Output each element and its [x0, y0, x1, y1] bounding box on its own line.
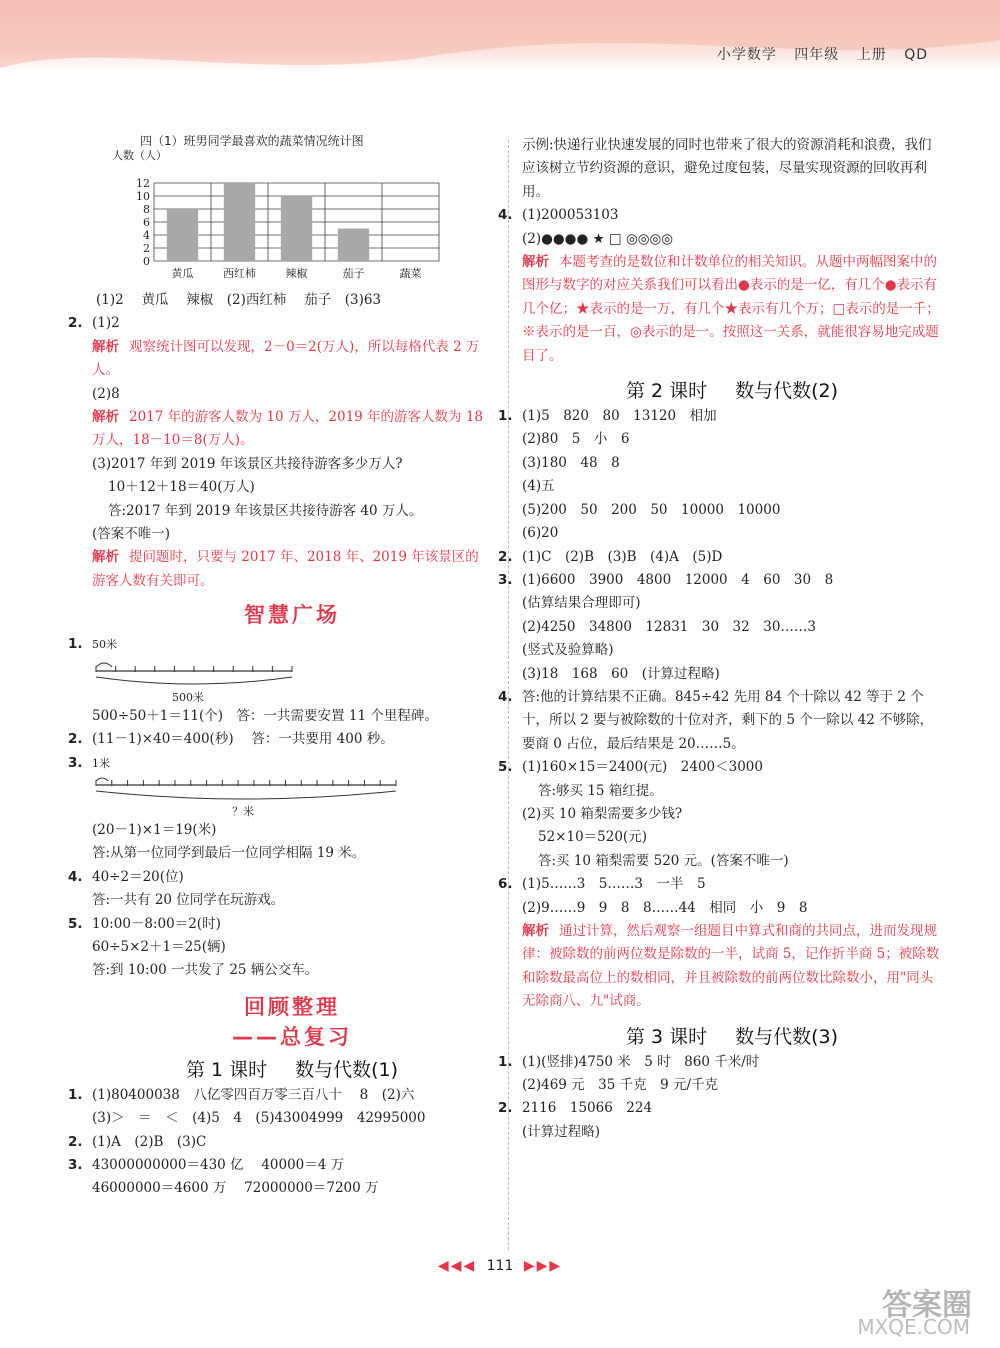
l2q4-row — [498, 686, 942, 756]
l2q1-l5: (5)200 50 200 50 10000 10000 — [522, 501, 781, 518]
l1q1-number: 1. — [68, 1086, 83, 1103]
l2q6-a: 通过计算，然后观察一组题目中算式和商的共同点，进而发现规律：被除数的前两位数是除数的一半，试商 5，记作折半商 5；被除数和除数最高位上的数相同，并且被除数的前两位数比除数小，用"同头无除商八、九"试商。 — [522, 923, 940, 1010]
q2-a2: 2017 年的游客人数为 10 万人，2019 年的游客人数为 18 万人，18－10＝8(万人)。 — [92, 409, 484, 449]
l2q2-number: 2. — [498, 548, 513, 565]
q2-analysis2 — [92, 406, 492, 453]
chart-ytick: 10 — [136, 190, 150, 203]
watermark-url: MXQE.COM — [857, 1315, 970, 1339]
l2q3-l3: (2)4250 34800 12831 30 32 30……3 — [522, 618, 816, 635]
w3-row — [68, 752, 492, 775]
header-subject: 小学数学 — [716, 47, 777, 63]
review-subtitle: ——总复习 — [232, 1024, 352, 1049]
chart-bar — [281, 196, 312, 261]
lesson3-num: 第 3 课时 — [625, 1025, 708, 1048]
chart-category-label: 黄瓜 — [171, 267, 194, 280]
l3q2-row — [498, 1097, 942, 1120]
l2q3-number: 3. — [498, 571, 513, 588]
analysis-tag: 解析 — [92, 549, 119, 566]
lesson2-name: 数与代数(2) — [735, 380, 839, 403]
l2q1-number: 1. — [498, 408, 513, 425]
w5-l1: 10:00－8:00＝2(时) — [92, 915, 221, 932]
l2q6-l1: (1)5……3 5……3 一半 5 — [522, 876, 706, 893]
q2-analysis3 — [92, 546, 492, 593]
wisdom-title: 智慧广场 — [244, 603, 340, 628]
w3-calc: (20－1)×1＝19(米) — [92, 821, 217, 838]
l2q3-row — [498, 569, 942, 592]
w3-number: 3. — [68, 754, 83, 771]
q2-p2: (2)8 — [92, 385, 120, 402]
chart-category-label: 西红柿 — [223, 267, 256, 280]
w3-total-label: ？米 — [232, 804, 254, 818]
analysis-tag: 解析 — [522, 254, 549, 271]
l2q5-number: 5. — [498, 759, 513, 776]
page-header — [705, 44, 928, 64]
l2q3-l1: (1)6600 3900 4800 12000 4 60 30 8 — [522, 571, 834, 588]
resource-example: 示例:快递行业快速发展的同时也带来了很大的资源消耗和浪费，我们应该树立节约资源的意识，避免过度包装，尽量实现资源的回收再利用。 — [522, 137, 932, 200]
w1-seg-label: 50米 — [92, 638, 117, 652]
next-arrows-icon: ▶▶▶ — [523, 1258, 563, 1274]
chart-title: 四（1）班男同学最喜欢的蔬菜情况统计图 — [140, 134, 364, 148]
q4-l2: (2)●●●● ★ □ ◎◎◎◎ — [522, 230, 674, 247]
lesson1-name: 数与代数(1) — [295, 1058, 399, 1081]
w5-number: 5. — [68, 915, 83, 932]
l2q6-analysis — [522, 920, 942, 1014]
l1q1-l2: (3)＞ ＝ ＜ (4)5 4 (5)43004999 42995000 — [92, 1110, 426, 1127]
chart-ytick: 8 — [143, 203, 150, 216]
q4-number: 4. — [498, 207, 513, 224]
page-number: 111 — [486, 1258, 514, 1274]
watermark-brand: 答案圈 — [882, 1288, 972, 1323]
l2q1-l3: (3)180 48 8 — [522, 454, 620, 471]
l3q2-l1: 2116 15066 224 — [522, 1100, 653, 1117]
w5-l2: 60÷5×2＋1＝25(辆) — [92, 938, 226, 955]
l2q6-row — [498, 873, 942, 896]
q4-l1: (1)200053103 — [522, 207, 619, 224]
l2q1-l4: (4)五 — [522, 478, 555, 495]
l3q2-number: 2. — [498, 1100, 513, 1117]
l2q6-l2: (2)9……9 9 8 8……44 相同 小 9 8 — [522, 899, 808, 916]
chart-bar — [338, 229, 369, 262]
q2-p3c: 答:2017 年到 2019 年该景区共接待游客 40 万人。 — [108, 502, 423, 519]
w4-calc: 40÷2＝20(位) — [92, 868, 184, 885]
l2q1-row — [498, 405, 942, 428]
l2q5-l1: (1)160×15＝2400(元) 2400＜3000 — [522, 759, 763, 776]
w2-row — [68, 728, 492, 751]
chart-ytick: 2 — [143, 242, 150, 255]
l2q1-l2: (2)80 5 小 6 — [522, 431, 630, 448]
q2-analysis1 — [92, 336, 492, 383]
l3q1-l2: (2)469 元 35 千克 9 元/千克 — [522, 1077, 719, 1094]
w1-total-label: 500米 — [172, 690, 204, 704]
bar-chart — [112, 149, 452, 289]
l2q5-l3: (2)买 10 箱梨需要多少钱? — [522, 805, 683, 822]
q2-part1 — [68, 312, 492, 335]
w2-answer: (11－1)×40＝400(秒) 答：一共要用 400 秒。 — [92, 731, 394, 748]
w5-row — [68, 913, 492, 936]
l2q3-l5: (3)18 168 60 (计算过程略) — [522, 665, 720, 682]
analysis-tag: 解析 — [92, 338, 119, 355]
w4-row — [68, 866, 492, 889]
l3q2-l2: (计算过程略) — [522, 1123, 601, 1140]
chart-ytick: 4 — [143, 229, 150, 242]
l1q2-number: 2. — [68, 1133, 83, 1150]
l2q3-l4: (竖式及验算略) — [522, 642, 614, 659]
w4-number: 4. — [68, 868, 83, 885]
lesson3-title — [522, 1022, 942, 1049]
l2q4-number: 4. — [498, 688, 513, 705]
l1q3-l1: 43000000000＝430 亿 40000＝4 万 — [92, 1156, 345, 1173]
l1q3-row — [68, 1154, 492, 1177]
lesson2-title — [522, 376, 942, 403]
right-column — [498, 134, 942, 1144]
lesson3-name: 数与代数(3) — [735, 1025, 839, 1048]
l2q2-l1: (1)C (2)B (3)B (4)A (5)D — [522, 548, 723, 565]
l2q5-l5: 答:买 10 箱梨需要 520 元。(答案不唯一) — [538, 852, 789, 869]
l2q3-l2: (估算结果合理即可) — [522, 595, 641, 612]
l3q1-l1: (1)(竖排)4750 米 5 时 860 千米/时 — [522, 1053, 760, 1070]
header-volume: 上册 — [856, 47, 887, 63]
w5-l3: 答:到 10:00 一共发了 25 辆公交车。 — [92, 962, 319, 979]
chart-category-label: 蔬菜 — [399, 267, 422, 280]
lesson1-title — [92, 1055, 492, 1082]
l1q2-row — [68, 1131, 492, 1154]
w3-answer: 答:从第一位同学到最后一位同学相隔 19 米。 — [92, 845, 366, 862]
w1-line-diagram — [92, 657, 302, 691]
l2q4-l1: 答:他的计算结果不正确。845÷42 先用 84 个十除以 42 等于 2 个十，所以 2 要与被除数的十位对齐，剩下的 5 个一除以 42 不够除，要商 0 占位，最后结果是 20……5。 — [522, 688, 934, 752]
q2-a1: 观察统计图可以发现，2－0＝2(万人)，所以每格代表 2 万人。 — [92, 338, 480, 379]
q2-p3b: 10＋12＋18＝40(万人) — [108, 479, 255, 496]
left-column — [68, 132, 492, 1201]
w3-line-diagram — [92, 775, 402, 805]
l3q1-row — [498, 1051, 942, 1074]
l3q1-number: 1. — [498, 1053, 513, 1070]
l1q2-l1: (1)A (2)B (3)C — [92, 1133, 207, 1150]
chart-ytick: 6 — [143, 216, 150, 229]
w3-seg-label: 1米 — [92, 756, 110, 770]
q4-a: 本题考查的是数位和计数单位的相关知识。从题中两幅图案中的图形与数字的对应关系我们可以看出●表示的是一亿，有几个●表示有几个亿；★表示的是一万，有几个★表示有几个万；□表示的是一千；※表示的是一百，◎表示的是一。按照这一关系，就能很容易地完成题目了。 — [522, 254, 940, 364]
l2q2-row — [498, 546, 942, 569]
chart-ytick: 0 — [143, 255, 150, 268]
analysis-tag: 解析 — [522, 923, 549, 939]
chart-category-label: 茄子 — [342, 267, 365, 280]
chart-ylabel: 人数（人） — [112, 149, 167, 162]
w1-number: 1. — [68, 636, 83, 653]
l1q3-number: 3. — [68, 1156, 83, 1173]
l1q3-l2: 46000000＝4600 万 72000000＝7200 万 — [92, 1180, 379, 1197]
l2q1-l6: (6)20 — [522, 525, 559, 542]
page-footer — [0, 1258, 1000, 1274]
q4-analysis — [522, 251, 942, 368]
review-title: 回顾整理 — [244, 994, 340, 1019]
header-grade: 四年级 — [794, 47, 840, 63]
l2q5-row — [498, 756, 942, 779]
w1-answer: 500÷50＋1＝11(个) 答：一共需要安置 11 个里程碑。 — [92, 707, 438, 724]
l1q1-l1: (1)80400038 八亿零四百万零三百八十 8 (2)六 — [92, 1086, 415, 1103]
lesson1-num: 第 1 课时 — [185, 1058, 268, 1081]
q2-p1: (1)2 — [92, 315, 120, 332]
l1q1-row — [68, 1084, 492, 1107]
q2-number: 2. — [68, 315, 83, 332]
q2-a3: 提问题时，只要与 2017 年、2018 年、2019 年该景区的游客人数有关即可。 — [92, 549, 479, 589]
prev-arrows-icon: ◀◀◀ — [437, 1258, 477, 1274]
chart-bar — [167, 209, 198, 261]
w2-number: 2. — [68, 731, 83, 748]
w4-answer: 答:一共有 20 位同学在玩游戏。 — [92, 892, 285, 909]
l2q5-l4: 52×10＝520(元) — [538, 829, 647, 846]
l2q6-number: 6. — [498, 876, 513, 893]
q2-p3d: (答案不唯一) — [92, 526, 171, 543]
chart-bar — [224, 183, 255, 261]
q1-answer: (1)2 黄瓜 辣椒 (2)西红柿 茄子 (3)63 — [96, 292, 382, 308]
q4-row — [498, 204, 942, 227]
analysis-tag: 解析 — [92, 409, 119, 426]
chart-category-label: 辣椒 — [285, 267, 308, 280]
l2q1-l1: (1)5 820 80 13120 相加 — [522, 408, 717, 425]
l2q5-l2: 答:够买 15 箱红提。 — [538, 782, 663, 799]
q2-p3: (3)2017 年到 2019 年该景区共接待游客多少万人? — [92, 455, 403, 472]
chart-ytick: 12 — [136, 177, 150, 190]
header-edition: QD — [904, 47, 928, 63]
lesson2-num: 第 2 课时 — [625, 380, 708, 403]
w1-row — [68, 633, 492, 656]
